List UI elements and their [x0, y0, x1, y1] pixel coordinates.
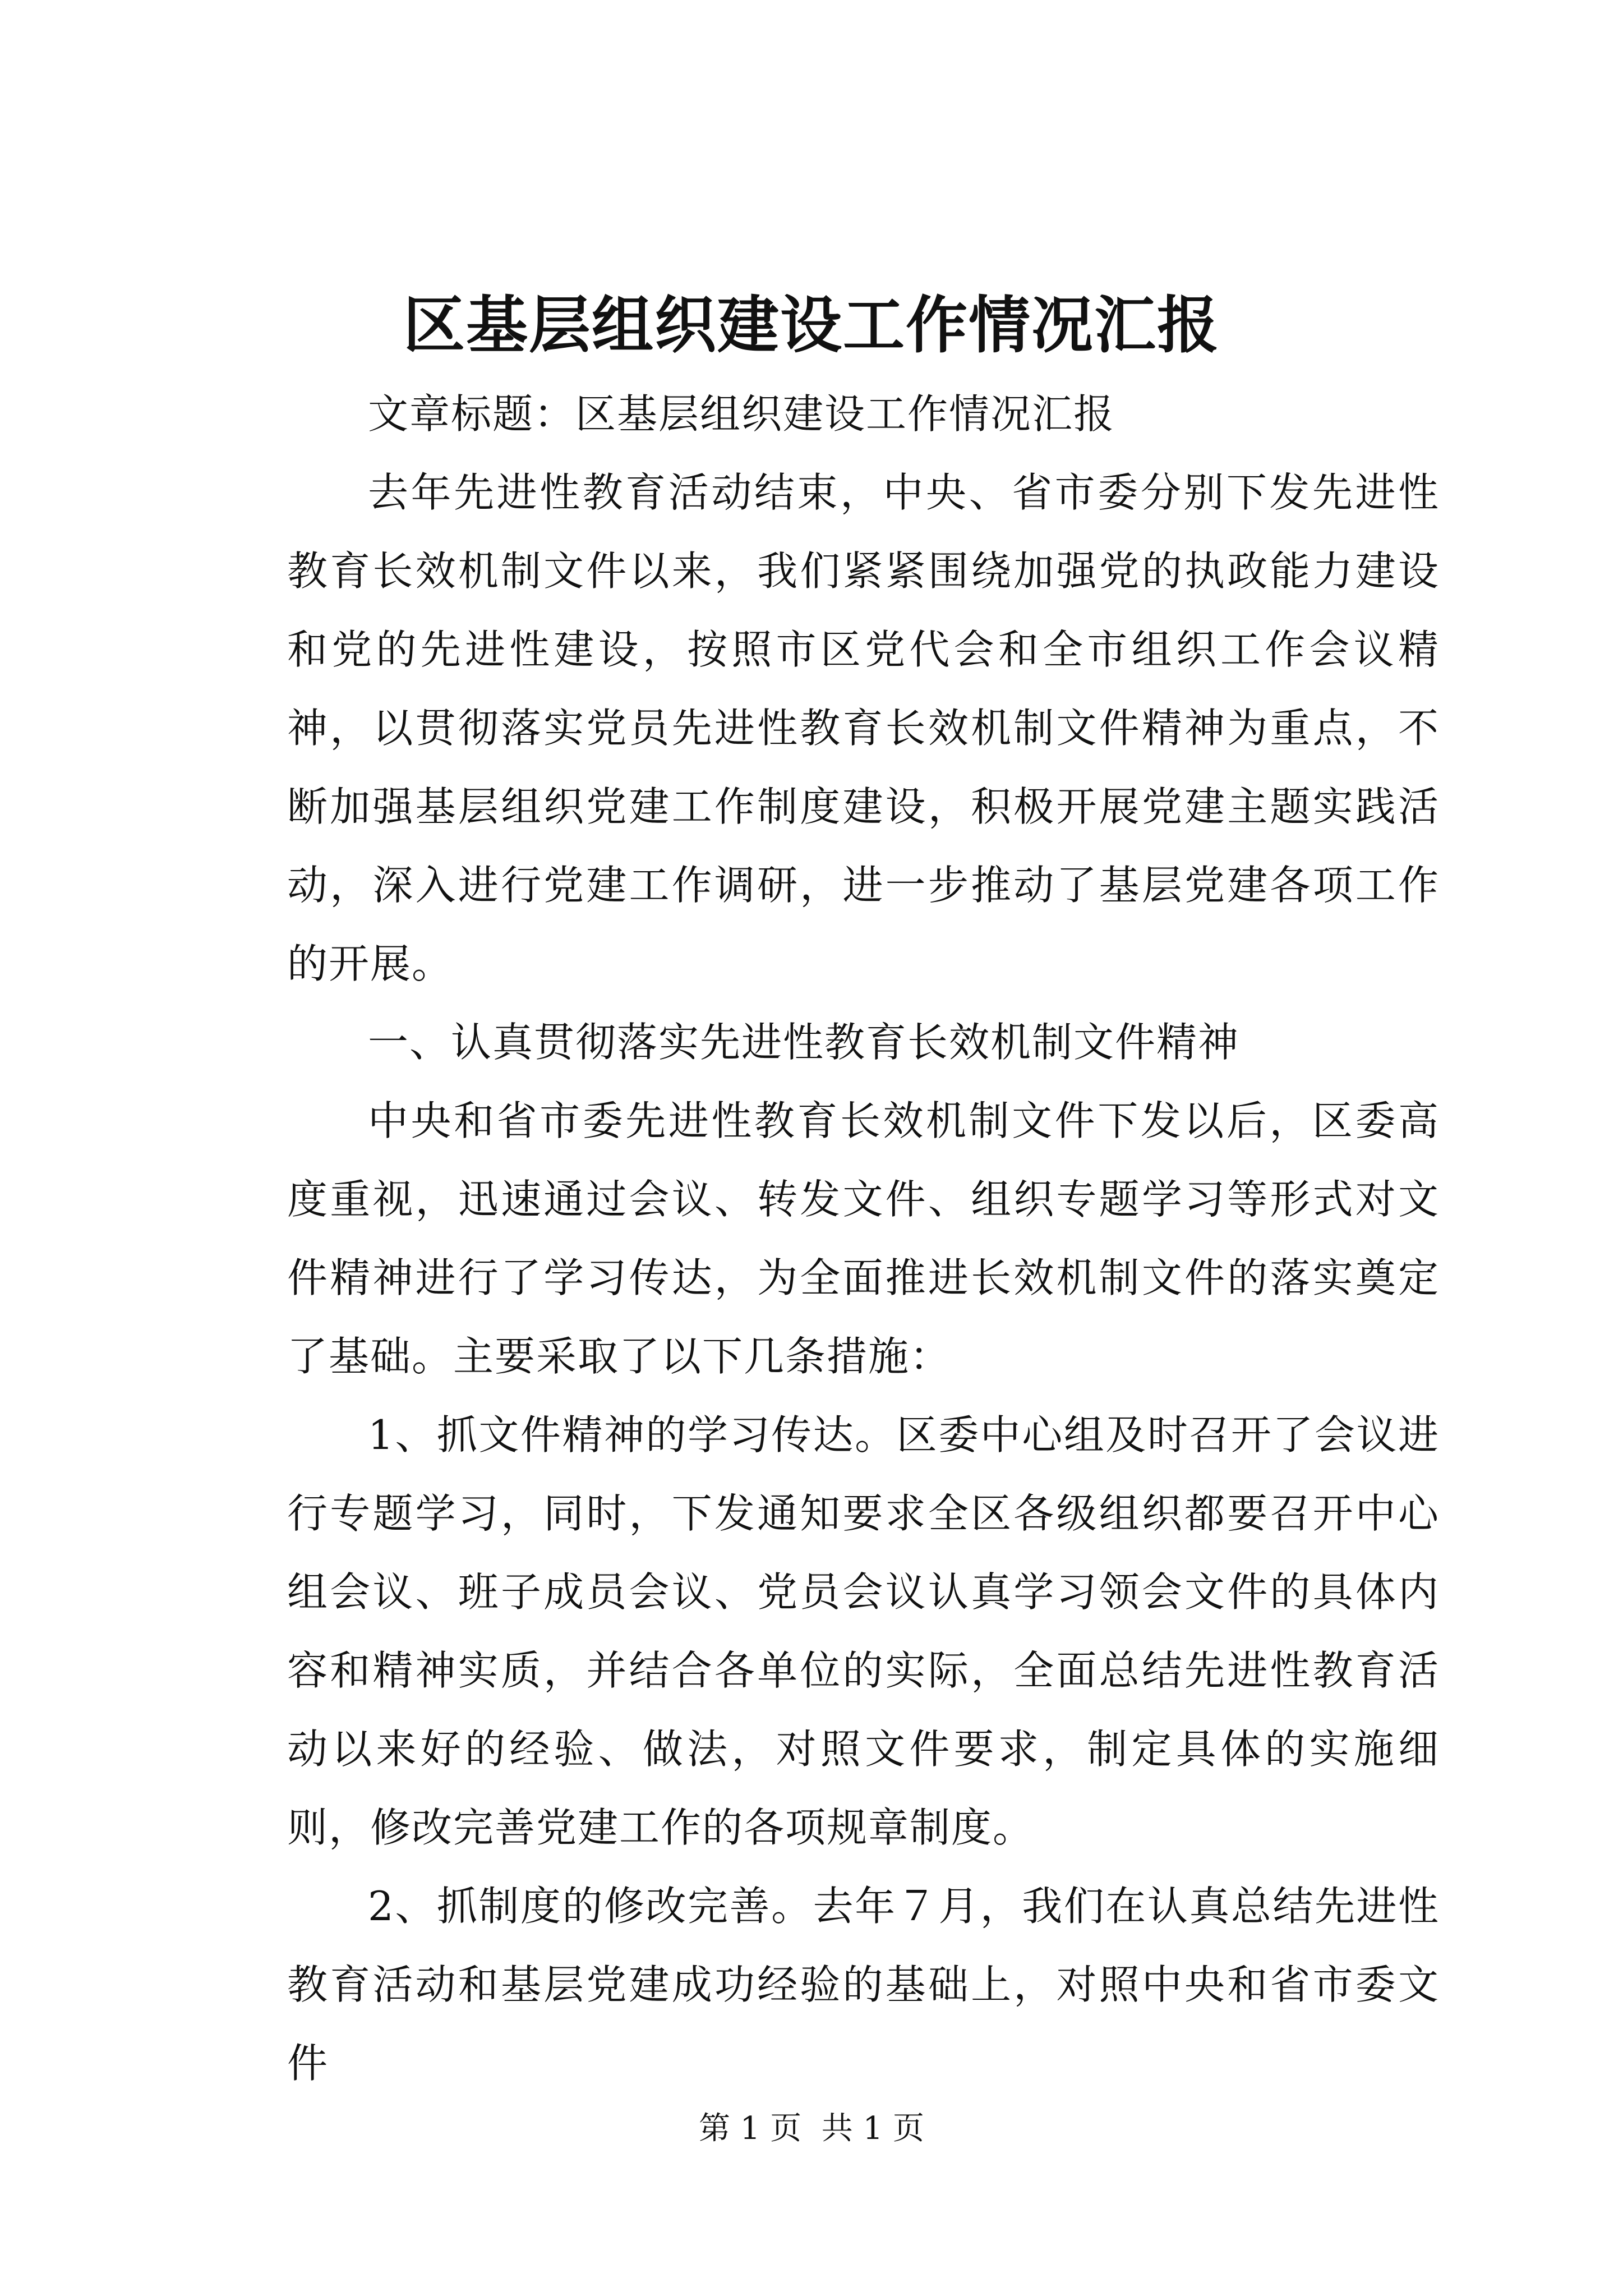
page-footer	[0, 2106, 1623, 2151]
page-number: 第 1 页 共 1 页	[698, 2110, 925, 2147]
paragraph-section-1-intro: 中央和省市委先进性教育长效机制文件下发以后，区委高度重视，迅速通过会议、转发文件、组织专题学习等形式对文件精神进行了学习传达，为全面推进长效机制文件的落实奠定了基础。主要采取了以下几条措施：	[287, 1097, 1440, 1380]
paragraph-measure-2: 2、抓制度的修改完善。去年７月，我们在认真总结先进性教育活动和基层党建成功经验的基础上，对照中央和省市委文件	[287, 1883, 1440, 2087]
section-heading-1: 一、认真贯彻落实先进性教育长效机制文件精神	[368, 1019, 1240, 1066]
paragraph-article-title: 文章标题：区基层组织建设工作情况汇报	[368, 390, 1115, 438]
document-title: 区基层组织建设工作情况汇报	[403, 289, 1220, 361]
paragraph-intro: 去年先进性教育活动结束，中央、省市委分别下发先进性教育长效机制文件以来，我们紧紧围绕加强党的执政能力建设和党的先进性建设，按照市区党代会和全市组织工作会议精神，以贯彻落实党员先进性教育长效机制文件精神为重点，不断加强基层组织党建工作制度建设，积极开展党建主题实践活动，深入进行党建工作调研，进一步推动了基层党建各项工作的开展。	[287, 469, 1440, 987]
paragraph-measure-1: 1、抓文件精神的学习传达。区委中心组及时召开了会议进行专题学习，同时，下发通知要求全区各级组织都要召开中心组会议、班子成员会议、党员会议认真学习领会文件的具体内容和精神实质，并结合各单位的实际，全面总结先进性教育活动以来好的经验、做法，对照文件要求，制定具体的实施细则，修改完善党建工作的各项规章制度。	[287, 1411, 1440, 1851]
document-body	[287, 375, 1440, 2102]
